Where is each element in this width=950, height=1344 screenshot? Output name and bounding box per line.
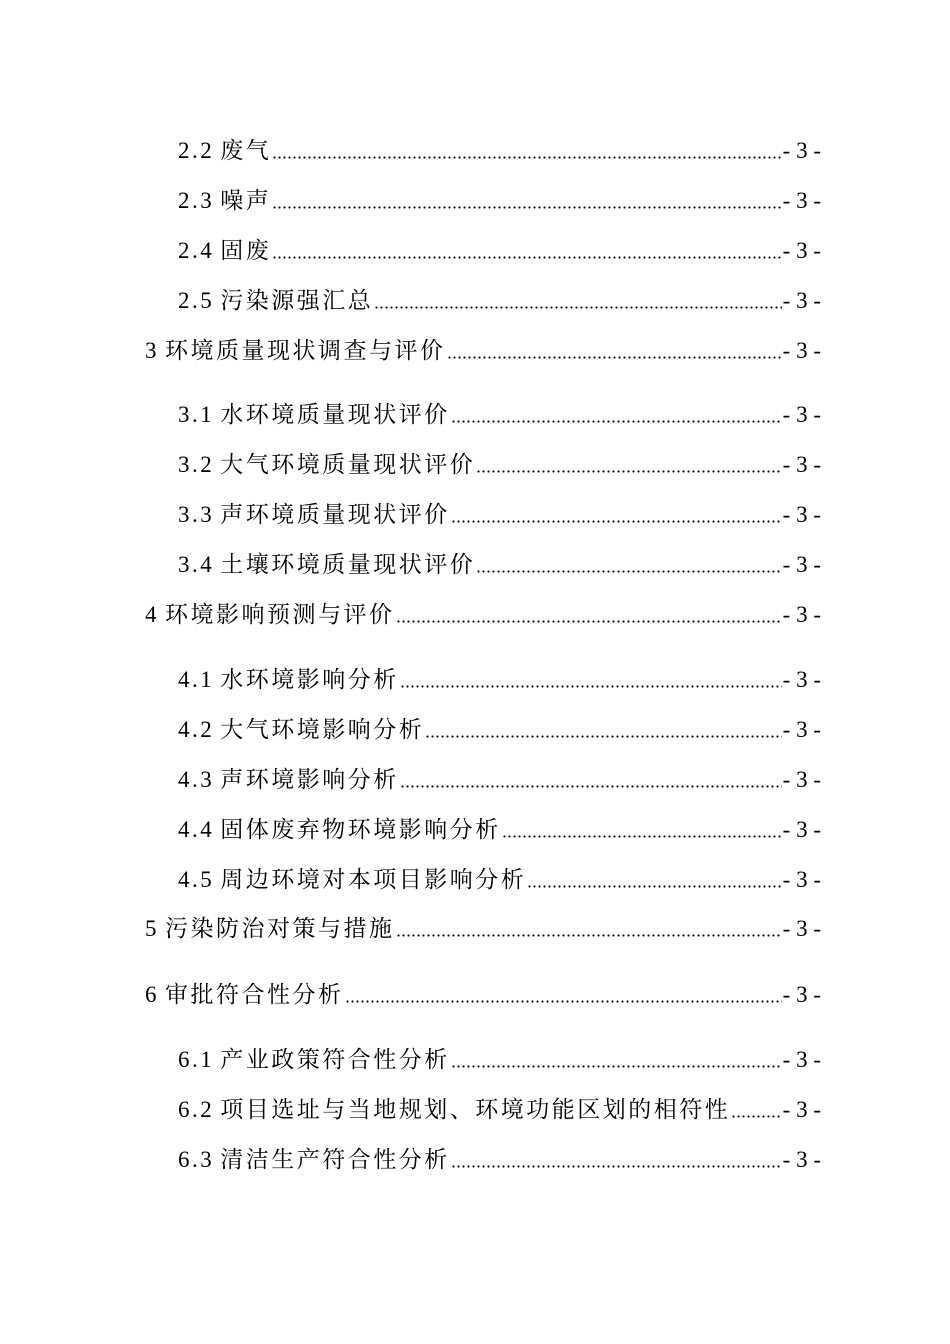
toc-entry-title: 污染防治对策与措施 [165,916,395,941]
toc-entry-number: 3 [145,338,159,363]
toc-page-number: - 3 - [782,867,821,892]
toc-dot-leader [400,783,782,789]
toc-dot-leader [527,883,781,889]
toc-page-number: - 3 - [782,402,821,427]
toc-entry-number: 6.3 [178,1147,215,1172]
toc-dot-leader [451,418,782,424]
toc-page-number: - 3 - [782,982,821,1007]
toc-entry-4-4[interactable] [178,815,821,845]
toc-entry-number: 2.3 [178,188,215,213]
toc-entry-title: 项目选址与当地规划、环境功能区划的相符性 [220,1097,731,1122]
toc-entry-title: 声环境质量现状评价 [220,502,450,527]
toc-entry-4-2[interactable] [178,715,821,745]
toc-entry-number: 4.1 [178,667,215,692]
toc-entry-number: 3.3 [178,502,215,527]
toc-dot-leader [476,468,781,474]
toc-entry-4-5[interactable] [178,865,821,895]
toc-entry-number: 6.2 [178,1097,215,1122]
toc-dot-leader [272,204,781,210]
toc-entry-title: 大气环境质量现状评价 [220,452,476,477]
toc-page-number: - 3 - [782,602,821,627]
toc-page-number: - 3 - [782,1047,821,1072]
toc-dot-leader [396,932,782,938]
toc-entry-3-3[interactable] [178,500,821,530]
toc-page-number: - 3 - [782,667,821,692]
toc-entry-title: 大气环境影响分析 [220,717,425,742]
toc-entry-title: 审批符合性分析 [165,982,344,1007]
toc-entry-number: 6 [145,982,159,1007]
toc-dot-leader [502,833,782,839]
toc-entry-number: 3.1 [178,402,215,427]
toc-entry-number: 2.5 [178,288,215,313]
toc-dot-leader [451,1063,782,1069]
toc-entry-number: 4.5 [178,867,215,892]
toc-page-number: - 3 - [782,138,821,163]
toc-page-number: - 3 - [782,1147,821,1172]
toc-entry-5[interactable] [145,914,821,944]
toc-entry-6-3[interactable] [178,1145,821,1175]
toc-entry-title: 废气 [220,138,272,163]
toc-entry-title: 噪声 [220,188,272,213]
toc-entry-2-4[interactable] [178,236,821,266]
toc-page-number: - 3 - [782,717,821,742]
toc-page-number: - 3 - [782,552,821,577]
toc-entry-number: 2.2 [178,138,215,163]
toc-dot-leader [272,254,781,260]
toc-entry-6[interactable] [145,980,821,1010]
toc-entry-number: 4 [145,602,159,627]
toc-entry-2-2[interactable] [178,136,821,166]
toc-entry-3-4[interactable] [178,550,821,580]
toc-dot-leader [400,683,782,689]
toc-page-number: - 3 - [782,916,821,941]
toc-entry-title: 固体废弃物环境影响分析 [220,817,501,842]
toc-entry-title: 清洁生产符合性分析 [220,1147,450,1172]
toc-entry-2-5[interactable] [178,286,821,316]
toc-entry-number: 4.4 [178,817,215,842]
toc-dot-leader [451,1163,782,1169]
toc-entry-title: 环境影响预测与评价 [165,602,395,627]
toc-page-number: - 3 - [782,817,821,842]
toc-entry-4-3[interactable] [178,765,821,795]
toc-dot-leader [272,154,781,160]
toc-dot-leader [476,568,781,574]
toc-entry-3-1[interactable] [178,400,821,430]
toc-entry-title: 污染源强汇总 [220,288,374,313]
toc-entry-title: 水环境质量现状评价 [220,402,450,427]
toc-page-number: - 3 - [782,767,821,792]
toc-entry-title: 产业政策符合性分析 [220,1047,450,1072]
toc-page-number: - 3 - [782,452,821,477]
toc-entry-title: 环境质量现状调查与评价 [165,338,446,363]
toc-entry-number: 3.4 [178,552,215,577]
toc-entry-title: 水环境影响分析 [220,667,399,692]
toc-entry-6-2[interactable] [178,1095,821,1125]
toc-dot-leader [374,304,781,310]
toc-entry-title: 周边环境对本项目影响分析 [220,867,527,892]
toc-page-number: - 3 - [782,238,821,263]
toc-entry-title: 固废 [220,238,272,263]
toc-dot-leader [396,618,782,624]
toc-dot-leader [447,354,782,360]
toc-page-number: - 3 - [782,288,821,313]
toc-entry-2-3[interactable] [178,186,821,216]
toc-entry-number: 3.2 [178,452,215,477]
toc-page-number: - 3 - [782,502,821,527]
toc-entry-4-1[interactable] [178,665,821,695]
toc-entry-number: 5 [145,916,159,941]
toc-entry-title: 土壤环境质量现状评价 [220,552,476,577]
toc-page-number: - 3 - [782,1097,821,1122]
toc-entry-number: 4.3 [178,767,215,792]
toc-page-number: - 3 - [782,188,821,213]
toc-page-number: - 3 - [782,338,821,363]
toc-entry-3-2[interactable] [178,450,821,480]
toc-entry-3[interactable] [145,336,821,366]
toc-dot-leader [451,518,782,524]
toc-dot-leader [425,733,781,739]
toc-entry-number: 4.2 [178,717,215,742]
toc-entry-4[interactable] [145,600,821,630]
toc-entry-6-1[interactable] [178,1045,821,1075]
toc-entry-number: 6.1 [178,1047,215,1072]
toc-entry-title: 声环境影响分析 [220,767,399,792]
toc-dot-leader [731,1113,781,1119]
toc-dot-leader [345,998,782,1004]
toc-entry-number: 2.4 [178,238,215,263]
